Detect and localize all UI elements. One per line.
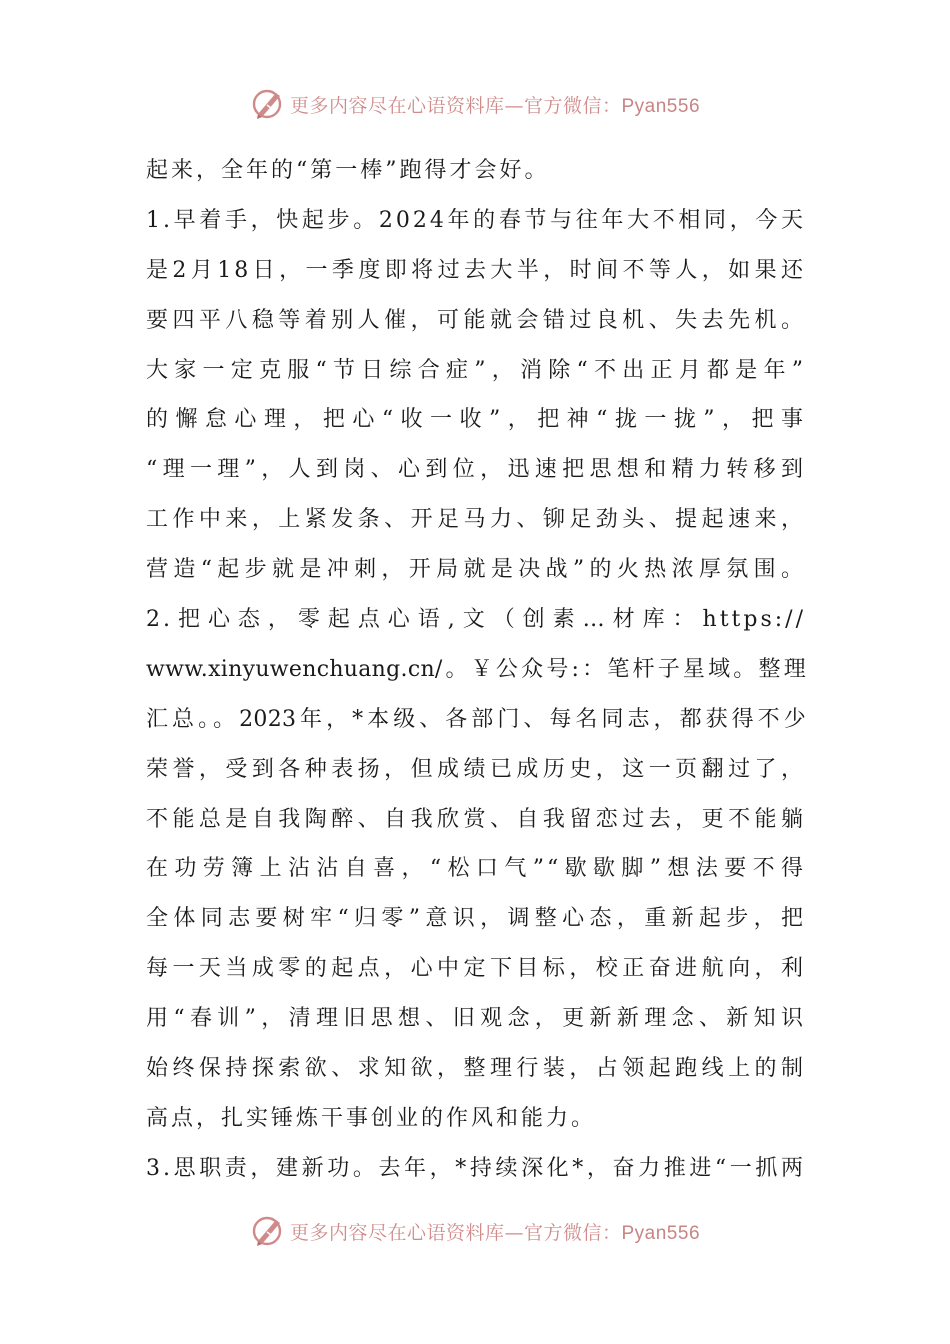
body-line: 大家一定克服“节日综合症”，消除“不出正月都是年” (146, 357, 806, 383)
body-line: “理一理”，人到岗、心到位，迅速把思想和精力转移到 (146, 457, 806, 483)
body-line: 全体同志要树牢“归零”意识，调整心态，重新起步，把 (146, 906, 806, 932)
body-line: 是2月18日，一季度即将过去大半，时间不等人，如果还 (146, 257, 806, 283)
footer-banner-label: 更多内容尽在心语资料库—官方微信： (289, 1221, 622, 1244)
body-line: 用“春训”，清理旧思想、旧观念，更新新理念、新知识 (146, 1006, 806, 1032)
body-line: 1.早着手，快起步。2024年的春节与往年大不相同，今天 (146, 207, 806, 233)
body-line: 每一天当成零的起点，心中定下目标，校正奋进航向，利 (146, 956, 806, 982)
body-line: 高点，扎实锤炼干事创业的作风和能力。 (146, 1105, 597, 1131)
body-line: 工作中来，上紧发条、开足马力、铆足劲头、提起速来， (146, 507, 806, 533)
header-banner-text (290, 91, 700, 118)
body-line: 始终保持探索欲、求知欲，整理行装，占领起跑线上的制 (146, 1056, 806, 1082)
footer-banner (0, 1209, 950, 1253)
pen-logo-icon (250, 86, 286, 122)
header-banner-label: 更多内容尽在心语资料库—官方微信： (289, 94, 622, 117)
body-line: 不能总是自我陶醉、自我欣赏、自我留恋过去，更不能躺 (146, 806, 806, 832)
pen-logo-icon (250, 1213, 286, 1249)
header-wechat-id: Pyan556 (621, 95, 701, 117)
body-line: 营造“起步就是冲刺，开局就是决战”的火热浓厚氛围。 (146, 557, 806, 583)
body-line: 汇总。。2023年，*本级、各部门、每名同志，都获得不少 (146, 706, 806, 732)
footer-wechat-id: Pyan556 (621, 1222, 701, 1244)
body-line: 荣誉，受到各种表扬，但成绩已成历史，这一页翻过了， (146, 756, 806, 782)
footer-banner-text (290, 1218, 700, 1245)
body-line: 3.思职责，建新功。去年，*持续深化*，奋力推进“一抓两 (146, 1155, 806, 1181)
document-body (146, 146, 806, 1194)
body-line: 起来，全年的“第一棒”跑得才会好。 (146, 158, 550, 183)
body-line: 的懈怠心理，把心“收一收”，把神“拢一拢”，把事 (146, 407, 806, 433)
body-line: 2.把心态，零起点心语,文（创素…材库：https:// (146, 607, 806, 633)
body-line: 在功劳簿上沾沾自喜，“松口气”“歇歇脚”想法要不得 (146, 856, 806, 882)
body-line: 要四平八稳等着别人催，可能就会错过良机、失去先机。 (146, 307, 806, 333)
body-line: www.xinyuwenchuang.cn/。￥公众号:：笔杆子星域。整理 (146, 656, 806, 682)
header-banner (0, 82, 950, 126)
